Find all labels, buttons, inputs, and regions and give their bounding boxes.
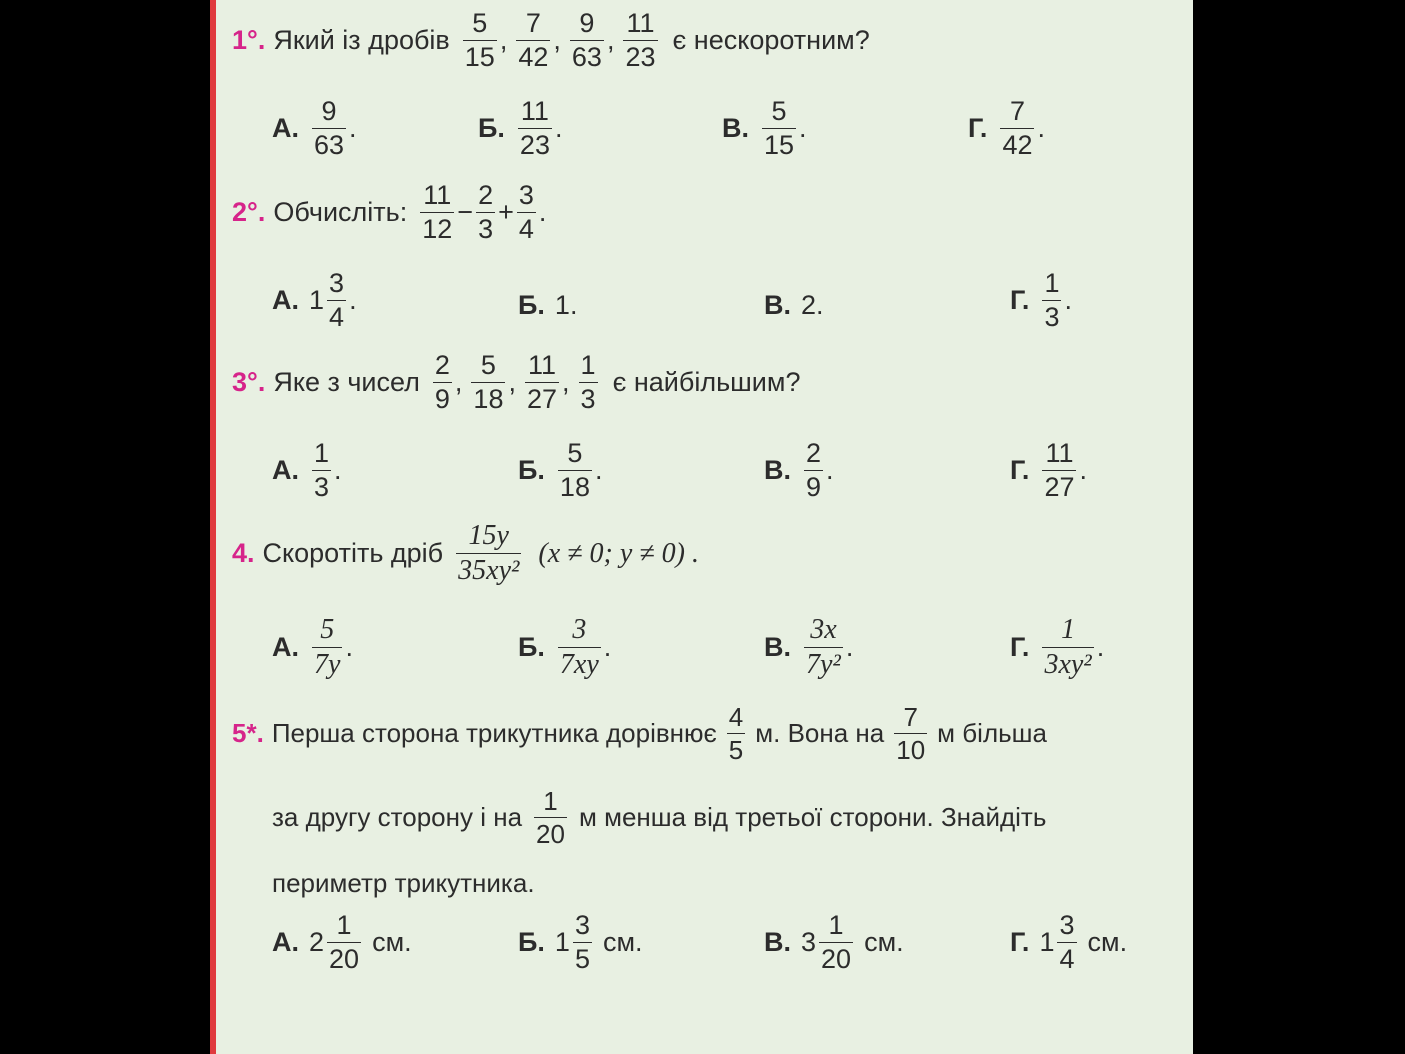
fraction: $\frac{3}{4}$ xyxy=(518,180,534,244)
question-text: м. Вона на xyxy=(755,718,885,748)
question-number: 5*. xyxy=(232,718,264,748)
answer-option[interactable]: Г. $\frac{7}{42}$ . xyxy=(968,96,1045,160)
answer-option[interactable]: Б. $\frac{5}{18}$ . xyxy=(518,438,603,502)
answer-option[interactable]: Б. $\frac{11}{23}$ . xyxy=(478,96,563,160)
question-number: 2°. xyxy=(232,197,266,227)
question-text: є нескоротним? xyxy=(672,25,870,55)
question-number: 3°. xyxy=(232,367,266,397)
answer-option[interactable]: Б. $\frac{3}{7xy}$ . xyxy=(518,614,612,680)
question-text: Скоротіть дріб xyxy=(262,538,444,568)
condition: (x ≠ 0; y ≠ 0) . xyxy=(538,537,699,569)
question-3: 3°. Яке з чисел $\frac{2}{9}$ , $\frac{5}{18}$ , $\frac{11}{27}$ , $\frac{1}{3}$ є найбільшим? xyxy=(232,350,801,414)
answer-option[interactable]: Б. 1 $\frac{3}{5}$ см. xyxy=(518,910,643,974)
answer-option[interactable]: Г. $\frac{11}{27}$ . xyxy=(1010,438,1087,502)
fraction: $\frac{9}{63}$ xyxy=(571,8,602,72)
answer-option[interactable]: В. $\frac{5}{15}$ . xyxy=(722,96,807,160)
fraction: $\frac{11}{27}$ xyxy=(526,350,558,414)
question-text: Яке з чисел xyxy=(273,367,420,397)
question-1: 1°. Який із дробів $\frac{5}{15}$ , $\frac{7}{42}$ , $\frac{9}{63}$ , $\frac{11}{23}$ є нескоротним? xyxy=(232,8,870,72)
answer-option[interactable]: А. $\frac{5}{7y}$ . xyxy=(272,614,353,680)
fraction: $\frac{5}{15}$ xyxy=(464,8,495,72)
answer-option[interactable]: Г. 1 $\frac{3}{4}$ см. xyxy=(1010,910,1128,974)
answer-option[interactable]: В. $\frac{3x}{\text{7y²}}$ . xyxy=(764,614,854,680)
fraction: $\frac{7}{10}$ xyxy=(896,702,926,765)
question-number: 1°. xyxy=(232,25,266,55)
textbook-page xyxy=(210,0,1193,1054)
fraction: $\frac{11}{12}$ xyxy=(422,180,453,244)
answer-option[interactable]: А. 2 $\frac{1}{20}$ см. xyxy=(272,910,412,974)
fraction: $\frac{2}{9}$ xyxy=(434,350,450,414)
fraction: $\frac{1}{20}$ xyxy=(536,786,565,849)
question-5-line-3 xyxy=(272,868,535,899)
question-text: є найбільшим? xyxy=(612,367,801,397)
answer-option[interactable]: В. 2. xyxy=(764,290,824,320)
operator: + xyxy=(498,197,514,227)
question-text: за другу сторону і на xyxy=(272,802,523,832)
fraction: $\frac{2}{3}$ xyxy=(478,180,494,244)
question-5 xyxy=(232,704,1047,763)
answer-option[interactable]: В. $\frac{2}{9}$ . xyxy=(764,438,834,502)
answer-option[interactable]: Г. $\frac{1}{\text{3xy²}}$ . xyxy=(1010,614,1105,680)
fraction: $\frac{4}{5}$ xyxy=(728,702,744,765)
question-text: Який із дробів xyxy=(273,25,450,55)
fraction: $\frac{15y}{\text{35xy²}}$ xyxy=(458,520,520,586)
question-text: м більша xyxy=(937,718,1047,748)
answer-option[interactable]: Г. $\frac{1}{3}$ . xyxy=(1010,268,1072,332)
question-text: м менша від третьої сторони. Знайдіть xyxy=(578,802,1047,832)
fraction: $\frac{7}{42}$ xyxy=(518,8,549,72)
operator: − xyxy=(457,197,474,227)
question-number: 4. xyxy=(232,538,255,568)
answer-option[interactable]: В. 3 $\frac{1}{20}$ см. xyxy=(764,910,904,974)
answer-option[interactable]: А. $\frac{1}{3}$ . xyxy=(272,438,342,502)
question-5-line-2 xyxy=(272,788,1046,847)
fraction: $\frac{11}{23}$ xyxy=(625,8,656,72)
question-4 xyxy=(232,522,699,585)
question-text: периметр трикутника. xyxy=(272,868,535,898)
fraction: $\frac{5}{18}$ xyxy=(473,350,504,414)
question-2: 2°. Обчисліть: $\frac{11}{12}$ − $\frac{2}{3}$ + $\frac{3}{4}$ . xyxy=(232,180,547,244)
answer-option[interactable]: А. 1 $\frac{3}{4}$ . xyxy=(272,268,357,332)
fraction: $\frac{1}{3}$ xyxy=(580,350,596,414)
answer-option[interactable]: Б. 1. xyxy=(518,290,578,320)
question-text: Перша сторона трикутника дорівнює xyxy=(271,718,717,748)
question-text: Обчисліть: xyxy=(273,197,408,227)
answer-option[interactable]: А. $\frac{9}{63}$ . xyxy=(272,96,357,160)
